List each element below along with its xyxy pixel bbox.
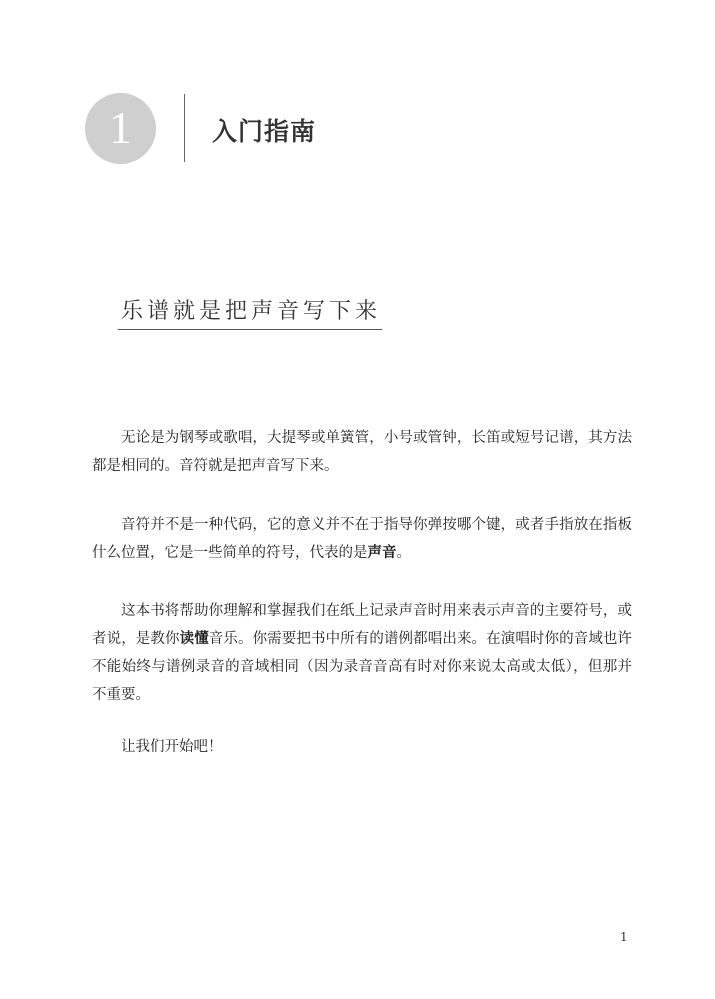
paragraph-3-text-start: 这本书将帮助你理解和掌握我们在纸上记录声音时用来表示声音的主要符号，或者说，是教你 [92,603,632,647]
paragraph-2-text: 音符并不是一种代码，它的意义并不在于指导你弹按哪个键，或者手指放在指板什么位置，它是一些简单的符号，代表的是 [92,517,632,561]
chapter-number: 1 [109,101,132,153]
paragraph-3-emphasis: 读懂 [179,631,209,647]
section-heading: 乐谱就是把声音写下来 [121,299,382,324]
chapter-number-badge [85,93,156,164]
paragraph-1: 无论是为钢琴或歌唱，大提琴或单簧管，小号或管钟，长笛或短号记谱，其方法都是相同的。音符就是把声音写下来。 [92,430,632,474]
paragraph-4: 让我们开始吧！ [121,739,223,755]
paragraph-2-emphasis: 声音 [367,545,397,561]
paragraph-2-end: 。 [396,545,411,561]
chapter-title: 入门指南 [212,117,317,146]
paragraph-2 [92,511,632,567]
paragraph-3-text-end: 音乐。你需要把书中所有的谱例都唱出来。在演唱时你的音域也许不能始终与谱例录音的音域相同（因为录音音高有时对你来说太高或太低），但那并不重要。 [92,631,633,703]
page-number: 1 [620,930,628,944]
chapter-divider [184,94,185,162]
paragraph-3 [92,597,632,709]
section-underline [118,329,382,330]
